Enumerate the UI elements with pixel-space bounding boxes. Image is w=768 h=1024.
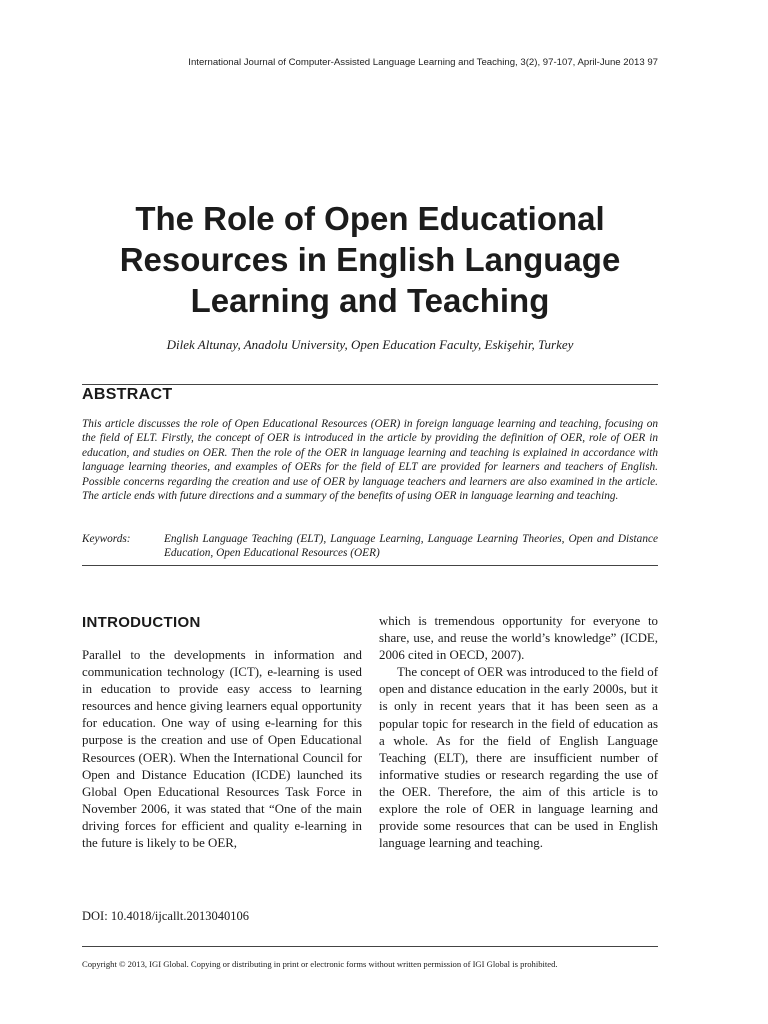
body-column-left (82, 647, 362, 852)
title-line-3: Learning and Teaching (190, 282, 550, 319)
keywords-text: English Language Teaching (ELT), Language Learning, Language Learning Theories, Open and Distance Education, Open Educational Resources (OER) (164, 533, 658, 560)
footer-rule (82, 946, 658, 947)
copyright-notice: Copyright © 2013, IGI Global. Copying or distributing in print or electronic forms without written permission of IGI Global is prohibited. (82, 959, 558, 969)
article-title (40, 198, 700, 321)
introduction-heading: INTRODUCTION (82, 614, 201, 631)
author-affiliation: Dilek Altunay, Anadolu University, Open Education Faculty, Eskişehir, Turkey (166, 337, 574, 352)
keywords-block (82, 532, 658, 561)
title-line-1: The Role of Open Educational (135, 200, 605, 237)
intro-paragraph-1: Parallel to the developments in information and communication technology (ICT), e-learning is used in education to provide easy access to learning resources and hence giving learners equal opportunity for education. One way of using e-learning for this purpose is the creation and use of Open Educational Resources (OER). When the International Council for Open and Distance Education (ICDE) launched its Global Open Educational Resources Task Force in November 2006, it was stated that “One of the main driving forces for efficient and quality e-learning in the future is likely to be OER, (82, 648, 362, 851)
abstract-heading: ABSTRACT (82, 386, 173, 403)
running-header: International Journal of Computer-Assisted Language Learning and Teaching, 3(2), 97-107, April-June 2013 97 (188, 57, 658, 68)
doi-link[interactable]: DOI: 10.4018/ijcallt.2013040106 (82, 909, 249, 923)
intro-paragraph-1-continued: which is tremendous opportunity for everyone to share, use, and reuse the world’s knowledge” (ICDE, 2006 cited in OECD, 2007). (379, 614, 658, 663)
abstract-top-rule (82, 384, 658, 385)
abstract-text: This article discusses the role of Open Educational Resources (OER) in foreign language learning and teaching, focusing on the field of ELT. Firstly, the concept of OER is introduced in the article by providing the definition of OER, role of OER in education, and studies on OER. Then the role of the OER in language learning and teaching is explained in accordance with language learning theories, and examples of OERs for the field of ELT are provided for learners and teachers of English. Possible concerns regarding the creation and use of OER by language teachers and learners are also examined in the article. The article ends with future directions and a summary of the benefits of using OER in language learning and teaching. (82, 418, 658, 503)
body-column-right (379, 613, 658, 852)
intro-paragraph-2: The concept of OER was introduced to the field of open and distance education in the early 2000s, but it is only in recent years that it has been seen as a popular topic for research in the field of education as a whole. As for the field of English Language Teaching (ELT), there are insufficient number of informative studies or research regarding the use of the OER. Therefore, the aim of this article is to explore the role of OER in language learning and provide some resources that can be used in English language learning and teaching. (379, 665, 658, 851)
title-line-2: Resources in English Language (119, 241, 621, 278)
abstract-bottom-rule (82, 565, 658, 566)
keywords-label: Keywords: (82, 533, 131, 545)
